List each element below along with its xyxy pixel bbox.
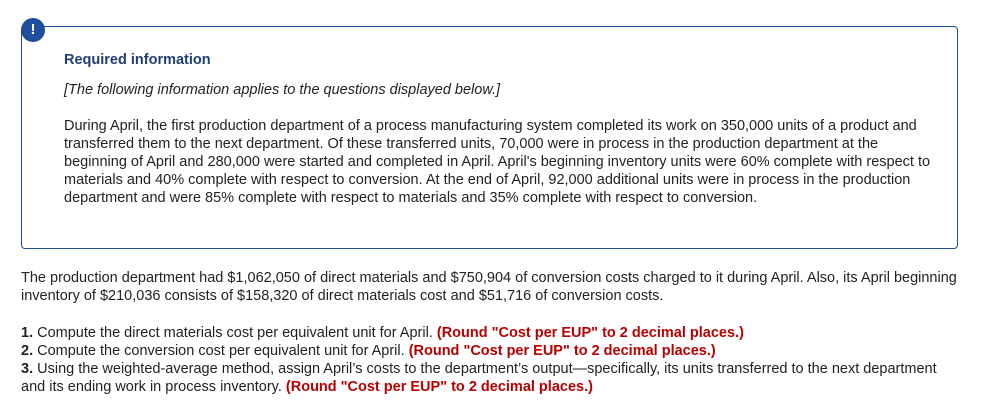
alert-icon: ! xyxy=(21,18,45,42)
rounding-instruction: (Round "Cost per EUP" to 2 decimal places.) xyxy=(436,325,744,341)
question-text: Using the weighted-average method, assign April’s costs to the department’s output—specifically, its units transferred to the next department and its ending work in process inventory. xyxy=(21,361,937,395)
info-title: Required information xyxy=(64,52,211,68)
rounding-instruction: (Round "Cost per EUP" to 2 decimal places.) xyxy=(285,379,593,395)
info-body: During April, the first production department of a process manufacturing system completed its work on 350,000 units of a product and transferred them to the next department. Of these transferred units, 70,000 were in process in the production department at the beginning of April and 280,000 were started and completed in April. April's beginning inventory units were 60% complete with respect to materials and 40% complete with respect to conversion. At the end of April, 92,000 additional units were in process in the production department and were 85% complete with respect to materials and 35% complete with respect to conversion. xyxy=(64,118,931,206)
question-item xyxy=(21,342,961,360)
question-number: 1. xyxy=(21,325,34,341)
question-number: 2. xyxy=(21,343,34,359)
info-note: [The following information applies to the questions displayed below.] xyxy=(64,82,501,98)
question-list xyxy=(21,324,961,396)
problem-paragraph: The production department had $1,062,050 of direct materials and $750,904 of conversion costs charged to it during April. Also, its April beginning inventory of $210,036 consists of $158,320 of direct materials cost and $51,716 of conversion costs. xyxy=(21,270,957,304)
required-information-box xyxy=(21,26,958,249)
question-text: Compute the direct materials cost per equivalent unit for April. xyxy=(33,325,437,341)
question-number: 3. xyxy=(21,361,34,377)
question-item xyxy=(21,360,961,396)
question-text: Compute the conversion cost per equivalent unit for April. xyxy=(33,343,409,359)
rounding-instruction: (Round "Cost per EUP" to 2 decimal places.) xyxy=(408,343,716,359)
question-item xyxy=(21,324,961,342)
